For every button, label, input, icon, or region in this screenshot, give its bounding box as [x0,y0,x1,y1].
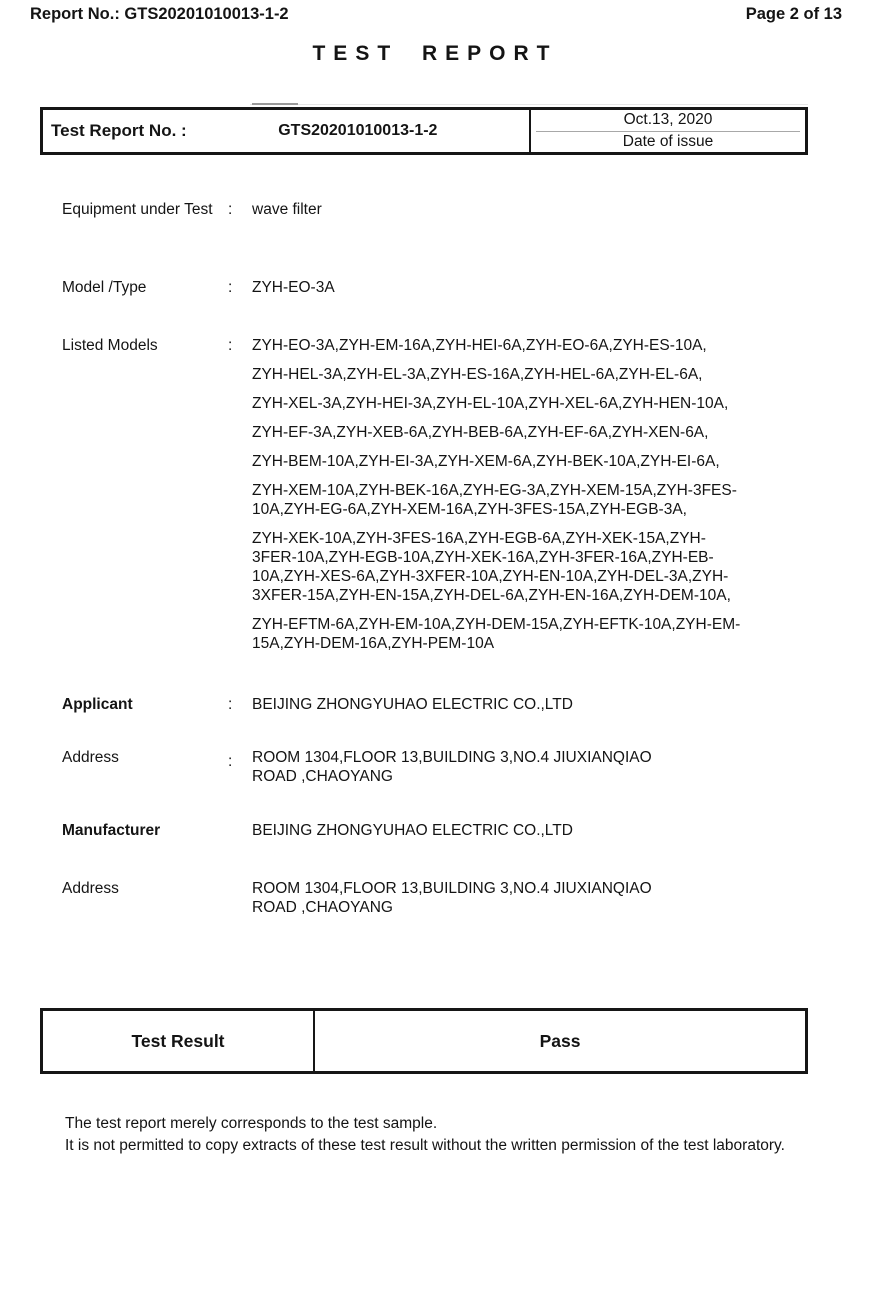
footer-line-1: The test report merely corresponds to the test sample. [65,1115,438,1132]
text-line: ZYH-BEM-10A,ZYH-EI-3A,ZYH-XEM-6A,ZYH-BEK-10A,ZYH-EI-6A, [252,453,720,470]
manufacturer-address-label: Address [62,880,119,897]
listed-models-colon: : [228,337,233,354]
text-paragraph [252,394,834,413]
text-paragraph [252,365,834,384]
text-line: ZYH-EF-3A,ZYH-XEB-6A,ZYH-BEB-6A,ZYH-EF-6A,ZYH-XEN-6A, [252,424,709,441]
manufacturer-label: Manufacturer [62,822,161,839]
test-result-value: Pass [539,1030,581,1051]
date-of-issue-caption: Date of issue [622,132,714,150]
scan-artifact-mark [252,103,298,105]
test-report-no-value: GTS20201010013-1-2 [278,122,438,139]
equipment-label: Equipment under Test [62,201,213,218]
equipment-value: wave filter [252,201,322,218]
text-line: 15A,ZYH-DEM-16A,ZYH-PEM-10A [252,635,495,652]
report-number-table [40,107,808,155]
model-type-colon: : [228,279,233,296]
footer-disclaimer [65,1113,831,1156]
text-line: ROAD ,CHAOYANG [252,768,393,785]
equipment-colon: : [228,201,233,218]
scan-artifact-line [250,104,808,105]
text-line: 3FER-10A,ZYH-EGB-10A,ZYH-XEK-16A,ZYH-3FER-16A,ZYH-EB- [252,549,714,566]
text-line: ZYH-HEL-3A,ZYH-EL-3A,ZYH-ES-16A,ZYH-HEL-6A,ZYH-EL-6A, [252,366,703,383]
text-line: ROOM 1304,FLOOR 13,BUILDING 3,NO.4 JIUXIANQIAO [252,880,652,897]
model-type-value: ZYH-EO-3A [252,279,335,296]
text-paragraph [252,423,834,442]
applicant-value: BEIJING ZHONGYUHAO ELECTRIC CO.,LTD [252,696,573,713]
manufacturer-address-value [252,879,834,917]
text-line: ZYH-XEL-3A,ZYH-HEI-3A,ZYH-EL-10A,ZYH-XEL-6A,ZYH-HEN-10A, [252,395,729,412]
page-title: TEST REPORT [312,42,558,65]
model-type-label: Model /Type [62,279,147,296]
page-number: Page 2 of 13 [745,5,842,23]
footer-line-2: It is not permitted to copy extracts of these test result without the written permission of the test laboratory. [65,1136,785,1154]
text-paragraph [252,529,834,605]
text-line: ZYH-EFTM-6A,ZYH-EM-10A,ZYH-DEM-15A,ZYH-EFTK-10A,ZYH-EM- [252,616,741,633]
text-paragraph [252,481,834,519]
test-report-no-label: Test Report No. : [51,121,187,140]
manufacturer-value: BEIJING ZHONGYUHAO ELECTRIC CO.,LTD [252,822,573,839]
listed-models-label: Listed Models [62,337,158,354]
text-line: 3XFER-15A,ZYH-EN-15A,ZYH-DEL-6A,ZYH-EN-16A,ZYH-DEM-10A, [252,587,731,604]
page-top-header [30,5,842,24]
applicant-address-colon: : [228,753,233,770]
applicant-address-value [252,748,834,786]
text-paragraph [252,336,834,355]
text-line: ZYH-EO-3A,ZYH-EM-16A,ZYH-HEI-6A,ZYH-EO-6A,ZYH-ES-10A, [252,337,707,354]
text-paragraph [252,452,834,471]
text-line: ZYH-XEM-10A,ZYH-BEK-16A,ZYH-EG-3A,ZYH-XEM-15A,ZYH-3FES- [252,482,737,499]
applicant-label: Applicant [62,696,133,713]
text-line: ROAD ,CHAOYANG [252,899,393,916]
report-number-cell [43,110,531,152]
test-result-table [40,1008,808,1074]
text-line: ZYH-XEK-10A,ZYH-3FES-16A,ZYH-EGB-6A,ZYH-XEK-15A,ZYH- [252,530,706,547]
date-of-issue-value: Oct.13, 2020 [536,110,800,132]
text-line: 10A,ZYH-EG-6A,ZYH-XEM-16A,ZYH-3FES-15A,ZYH-EGB-3A, [252,501,687,518]
date-of-issue-cell [531,110,805,152]
applicant-colon: : [228,696,233,713]
listed-models-value [252,336,834,663]
report-no-header: Report No.: GTS20201010013-1-2 [30,5,289,23]
applicant-address-label: Address [62,749,119,766]
test-result-label: Test Result [43,1011,315,1071]
text-line: 10A,ZYH-XES-6A,ZYH-3XFER-10A,ZYH-EN-10A,ZYH-DEL-3A,ZYH- [252,568,729,585]
text-line: ROOM 1304,FLOOR 13,BUILDING 3,NO.4 JIUXIANQIAO [252,749,652,766]
text-paragraph [252,615,834,653]
